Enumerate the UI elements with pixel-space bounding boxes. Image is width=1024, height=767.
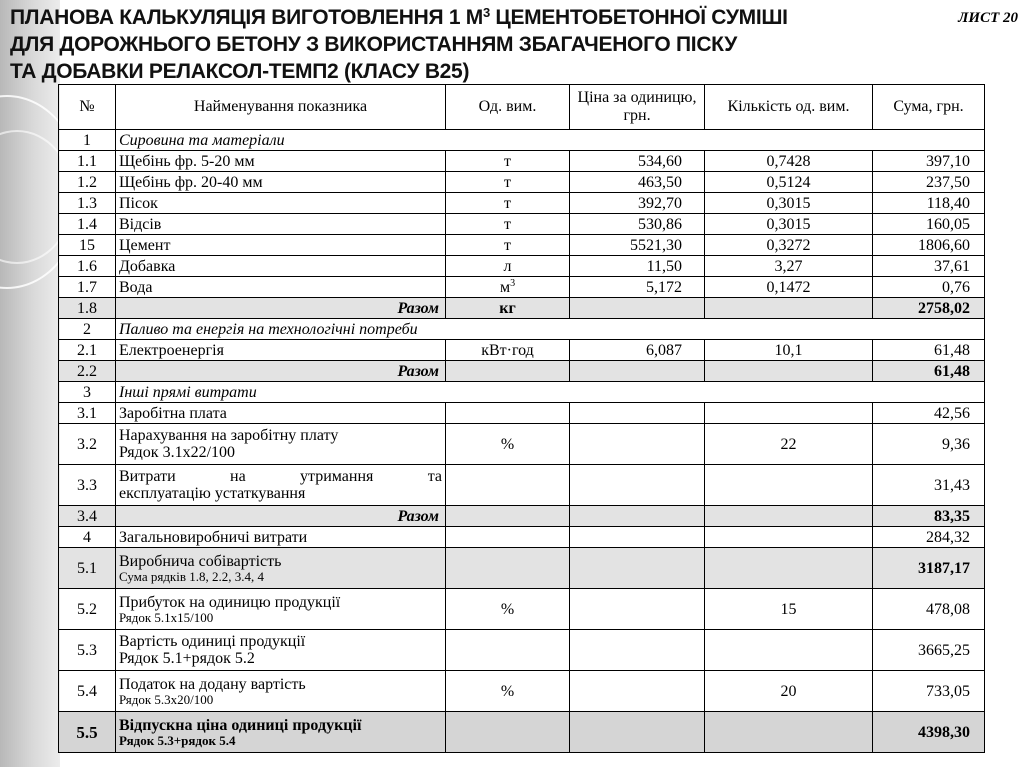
cell-qty [705,712,873,753]
cell-price [570,506,705,527]
cell-qty: 0,3015 [705,193,873,214]
cell-price: 6,087 [570,340,705,361]
cell-section-title: Інші прямі витрати [116,382,985,403]
cell-unit: $м^3$ [446,277,570,298]
cell-unit [446,527,570,548]
cell-num: 5.4 [59,671,116,712]
cell-name: Відсів [116,214,446,235]
cell-num: 3.3 [59,465,116,506]
table-row-subtotal [59,361,985,382]
cell-price [570,671,705,712]
cell-unit [446,506,570,527]
cell-price [570,630,705,671]
cell-name: Вартість одиниці продукції Рядок 5.1+рядок 5.2 [116,630,446,671]
cell-num: 3.1 [59,403,116,424]
decorative-side-band [0,0,60,767]
cell-unit: т [446,193,570,214]
cell-price [570,403,705,424]
table-row [59,256,985,277]
cell-sum: 37,61 [873,256,985,277]
table-row-subtotal [59,506,985,527]
cell-num: 5.3 [59,630,116,671]
cell-num: 1 [59,130,116,151]
cell-num: 3.4 [59,506,116,527]
cell-unit: т [446,214,570,235]
cell-num: 1.1 [59,151,116,172]
title-line-3: ТА ДОБАВКИ РЕЛАКСОЛ-ТЕМП2 (КЛАСУ В25) [10,60,470,83]
cell-sum: 284,32 [873,527,985,548]
col-header-sum: Сума, грн. [873,85,985,130]
cell-sum: 3187,17 [873,548,985,589]
cell-name: Щебінь фр. 5-20 мм [116,151,446,172]
table-row [59,193,985,214]
cell-section-title: Сировина та матеріали [116,130,985,151]
cell-name: Цемент [116,235,446,256]
cell-qty: 22 [705,424,873,465]
cell-num: 15 [59,235,116,256]
table-row [59,527,985,548]
table-row [59,151,985,172]
cell-sum: 3665,25 [873,630,985,671]
cell-num: 2 [59,319,116,340]
cell-qty: 10,1 [705,340,873,361]
cell-qty: 0,3015 [705,214,873,235]
table-row [59,340,985,361]
cell-sum: 0,76 [873,277,985,298]
cell-qty [705,465,873,506]
sheet-number: ЛИСТ 20 [958,10,1018,26]
cell-unit: % [446,671,570,712]
cell-qty: 20 [705,671,873,712]
cell-sum: 9,36 [873,424,985,465]
cell-unit: л [446,256,570,277]
cell-num: 3 [59,382,116,403]
cell-sum: 83,35 [873,506,985,527]
table-row [59,630,985,671]
cell-num: 4 [59,527,116,548]
cell-qty: 0,3272 [705,235,873,256]
cell-price: 463,50 [570,172,705,193]
cell-price [570,424,705,465]
cell-num: 1.3 [59,193,116,214]
cell-price [570,465,705,506]
cell-price: 534,60 [570,151,705,172]
cell-unit [446,465,570,506]
cell-num: 5.1 [59,548,116,589]
cell-unit [446,361,570,382]
table-row-total [59,712,985,753]
col-header-name: Найменування показника [116,85,446,130]
cell-unit [446,548,570,589]
table-row [59,277,985,298]
cell-name: Разом [116,361,446,382]
cell-num: 3.2 [59,424,116,465]
cell-sum: 237,50 [873,172,985,193]
cell-name: Виробнича собівартість Сума рядків 1.8, 2.2, 3.4, 4 [116,548,446,589]
col-header-qty: Кількість од. вим. [705,85,873,130]
col-header-price: Ціна за одиницю, грн. [570,85,705,130]
title-line-2: ДЛЯ ДОРОЖНЬОГО БЕТОНУ З ВИКОРИСТАННЯМ ЗБАГАЧЕНОГО ПІСКУ [10,33,737,56]
cell-price: 11,50 [570,256,705,277]
cell-price [570,298,705,319]
cell-price: 392,70 [570,193,705,214]
table-row [59,130,985,151]
cell-qty: 15 [705,589,873,630]
cell-sum: 733,05 [873,671,985,712]
table-row [59,214,985,235]
table-row [59,319,985,340]
table-row [59,424,985,465]
cell-num: 1.7 [59,277,116,298]
cell-num: 5.5 [59,712,116,753]
cell-price [570,589,705,630]
cell-name: Пісок [116,193,446,214]
cell-sum: 61,48 [873,361,985,382]
cell-unit: кг [446,298,570,319]
cell-name: Разом [116,298,446,319]
cell-unit: т [446,235,570,256]
cell-qty [705,298,873,319]
cell-name: Електроенергія [116,340,446,361]
cell-unit [446,403,570,424]
cell-sum: 2758,02 [873,298,985,319]
cell-price: 5521,30 [570,235,705,256]
col-header-num: № [59,85,116,130]
cell-unit [446,630,570,671]
cell-num: 1.4 [59,214,116,235]
table-row [59,548,985,589]
cell-name: Прибуток на одиницю продукції Рядок 5.1х15/100 [116,589,446,630]
cell-sum: 42,56 [873,403,985,424]
cell-name: Вода [116,277,446,298]
cell-section-title: Паливо та енергія на технологічні потреби [116,319,985,340]
cell-price: 5,172 [570,277,705,298]
cell-qty: 0,7428 [705,151,873,172]
cell-price [570,548,705,589]
table-row [59,403,985,424]
cell-unit: т [446,172,570,193]
table-row-subtotal [59,298,985,319]
cell-sum: 478,08 [873,589,985,630]
cell-num: 1.2 [59,172,116,193]
cell-price [570,361,705,382]
cell-num: 1.8 [59,298,116,319]
cell-sum: 1806,60 [873,235,985,256]
calculation-table [58,84,985,753]
cell-name: Відпускна ціна одиниці продукції Рядок 5.3+рядок 5.4 [116,712,446,753]
cell-sum: 397,10 [873,151,985,172]
cell-unit: % [446,424,570,465]
table-row [59,172,985,193]
cell-num: 5.2 [59,589,116,630]
cell-qty [705,630,873,671]
cell-name: Витрати на утримання та експлуатацію устаткування [116,465,446,506]
cell-price [570,712,705,753]
cell-num: 2.1 [59,340,116,361]
cell-sum: 160,05 [873,214,985,235]
cell-price: 530,86 [570,214,705,235]
cell-unit: % [446,589,570,630]
cell-price [570,527,705,548]
cell-name: Добавка [116,256,446,277]
cell-name: Загальновиробничі витрати [116,527,446,548]
cell-qty: 0,1472 [705,277,873,298]
title-line-1: ПЛАНОВА КАЛЬКУЛЯЦІЯ ВИГОТОВЛЕННЯ 1 $М^3$ ЦЕМЕНТОБЕТОННОЇ СУМІШІ [10,5,788,29]
page-title [10,4,930,85]
cell-qty [705,361,873,382]
cell-name: Податок на додану вартість Рядок 5.3х20/100 [116,671,446,712]
cell-unit: кВт·год [446,340,570,361]
cell-qty [705,548,873,589]
cell-num: 2.2 [59,361,116,382]
cell-name: Нарахування на заробітну плату Рядок 3.1х22/100 [116,424,446,465]
cell-qty: 3,27 [705,256,873,277]
cell-sum: 4398,30 [873,712,985,753]
cell-unit: т [446,151,570,172]
col-header-unit: Од. вим. [446,85,570,130]
cell-qty [705,527,873,548]
table-header-row [59,85,985,130]
table-row [59,382,985,403]
table-row [59,589,985,630]
cell-name: Щебінь фр. 20-40 мм [116,172,446,193]
cell-sum: 61,48 [873,340,985,361]
cell-qty [705,506,873,527]
cell-sum: 118,40 [873,193,985,214]
table-row [59,465,985,506]
cell-num: 1.6 [59,256,116,277]
table-row [59,235,985,256]
cell-name: Разом [116,506,446,527]
cell-sum: 31,43 [873,465,985,506]
cell-name: Заробітна плата [116,403,446,424]
cell-qty [705,403,873,424]
cell-unit [446,712,570,753]
cell-qty: 0,5124 [705,172,873,193]
table-row [59,671,985,712]
